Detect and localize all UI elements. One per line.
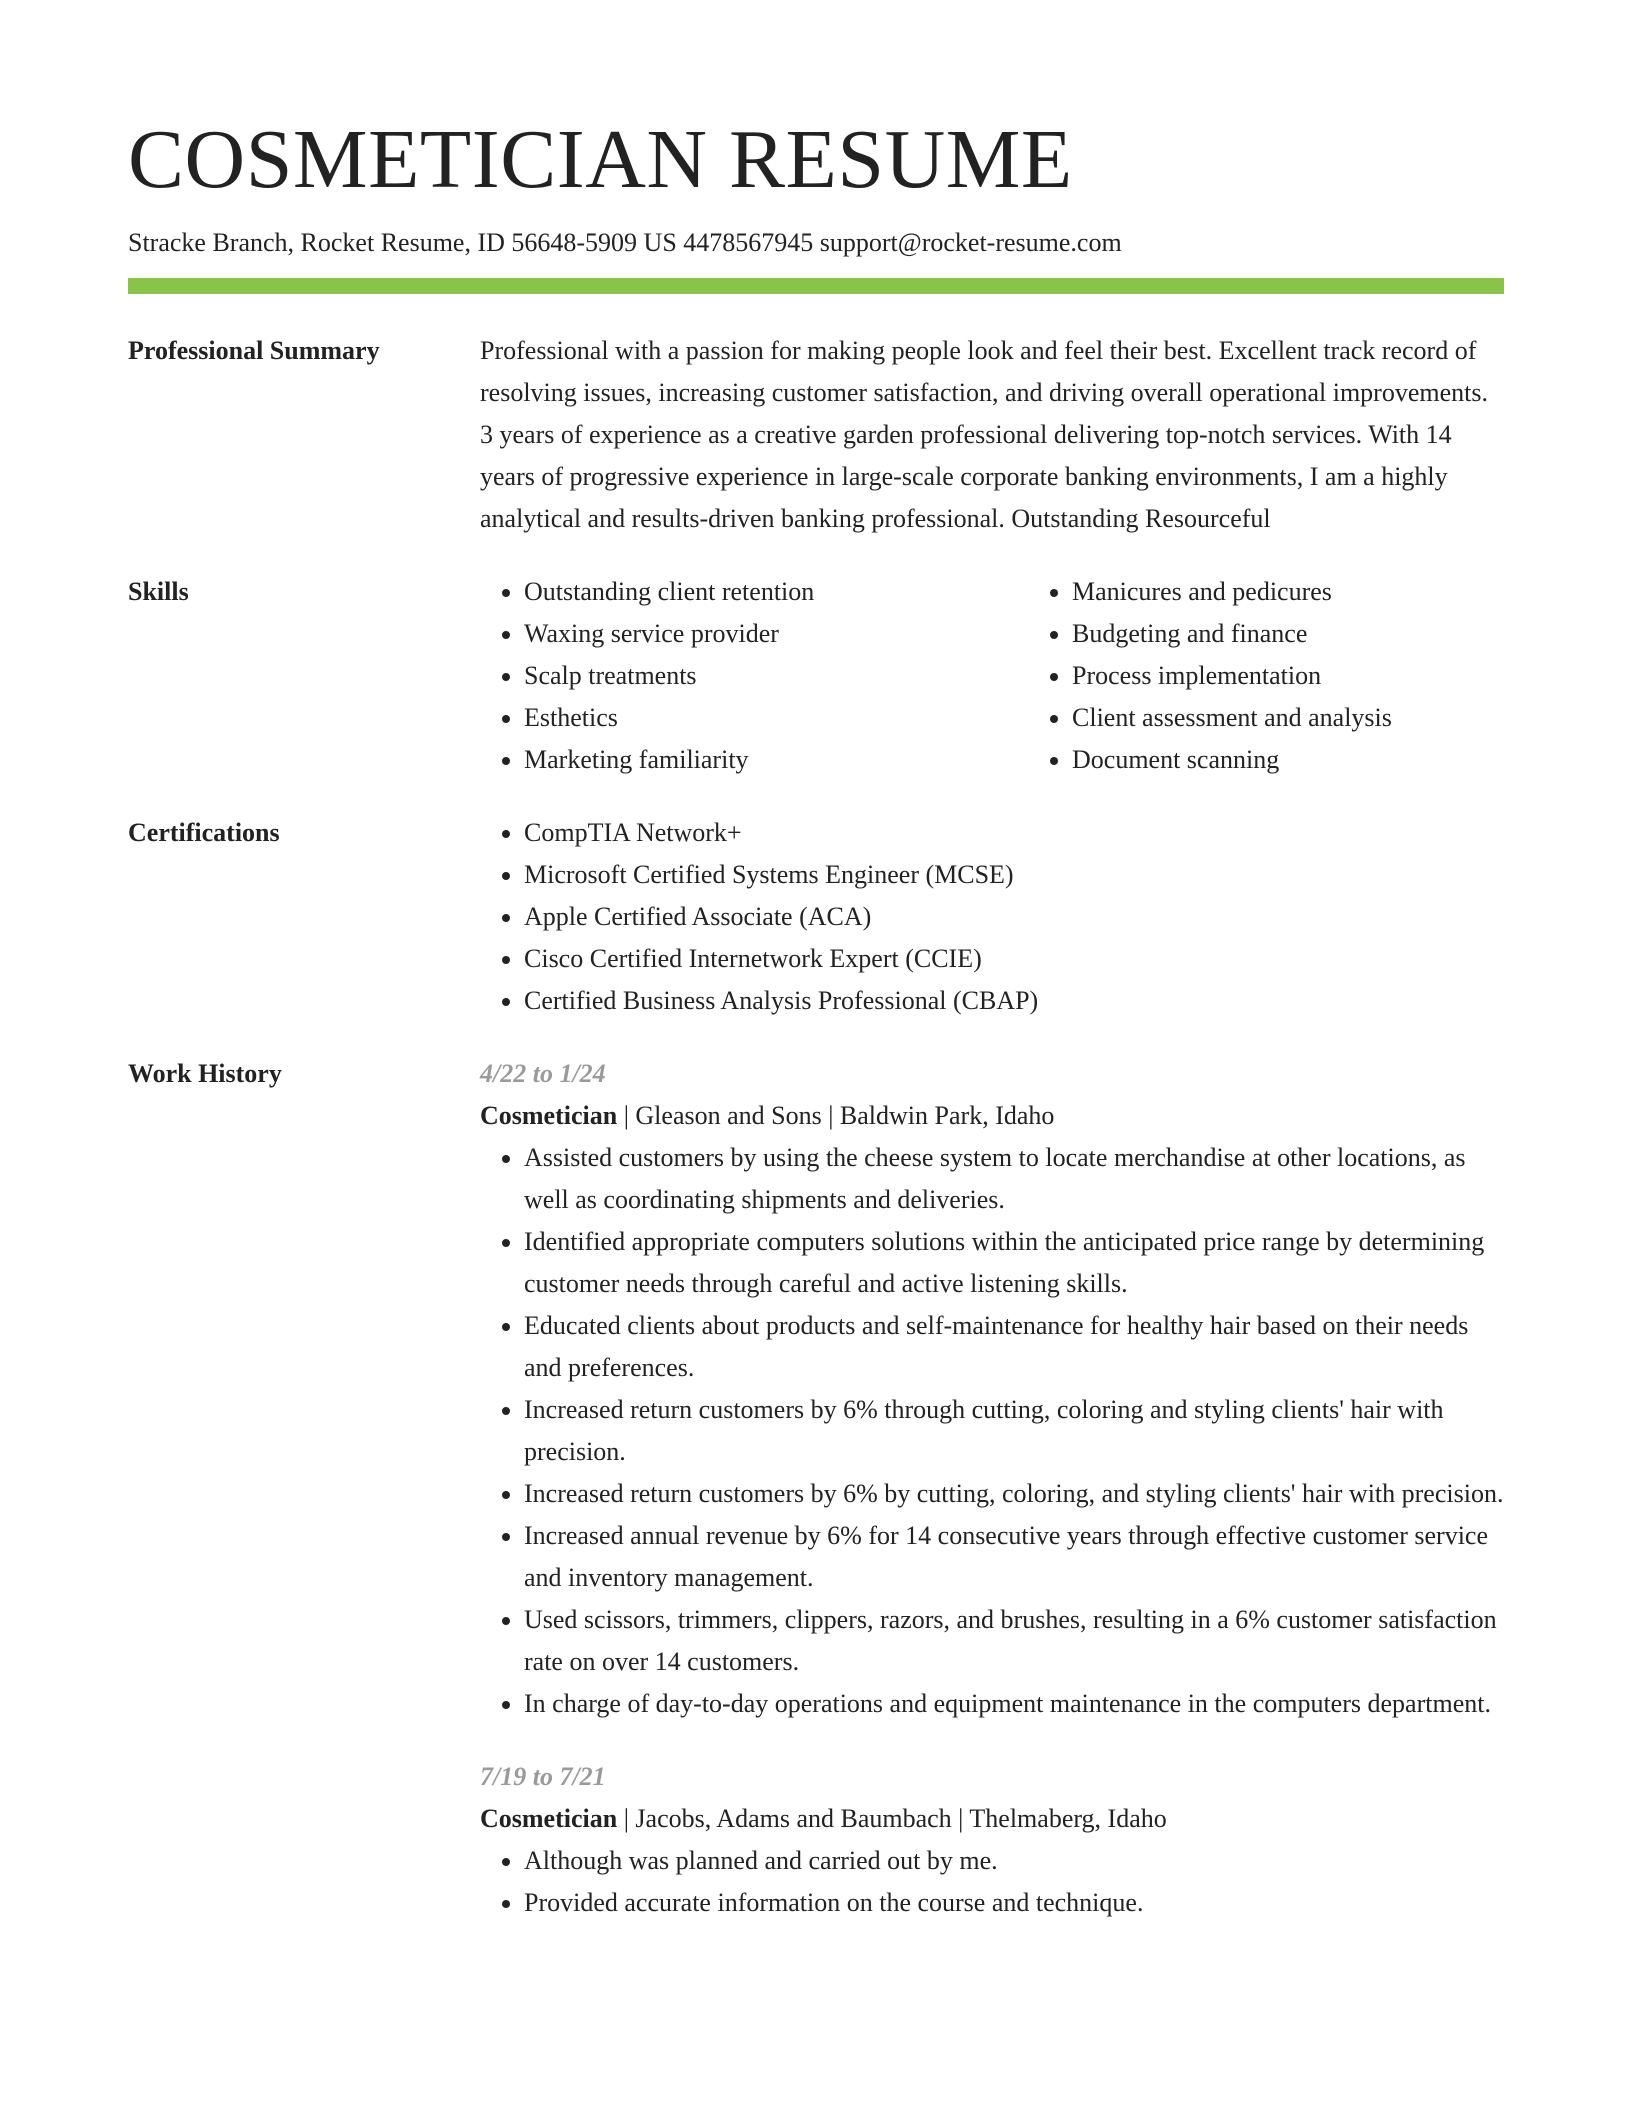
list-item: • In charge of day-to-day operations and equipment maintenance in the computers department. bbox=[524, 1683, 1504, 1725]
certifications-list bbox=[480, 812, 1504, 1022]
work-history-heading: Work History bbox=[128, 1059, 282, 1088]
list-item: • Manicures and pedicures bbox=[1072, 571, 1576, 613]
skills-heading: Skills bbox=[128, 577, 189, 606]
list-item: • Esthetics bbox=[524, 697, 1028, 739]
job-bullets bbox=[480, 1840, 1504, 1924]
resume-title: COSMETICIAN RESUME bbox=[128, 113, 1073, 206]
list-item: • Scalp treatments bbox=[524, 655, 1028, 697]
skills-list-left bbox=[480, 571, 1028, 781]
list-item: • Educated clients about products and self-maintenance for healthy hair based on their needs and preferences. bbox=[524, 1305, 1504, 1389]
job-entry bbox=[480, 1756, 1504, 1924]
job-title-line bbox=[480, 1095, 1504, 1137]
list-item: • Cisco Certified Internetwork Expert (CCIE) bbox=[524, 938, 1504, 980]
list-item: • Although was planned and carried out by me. bbox=[524, 1840, 1504, 1882]
list-item: • Identified appropriate computers solutions within the anticipated price range by determining customer needs through careful and active listening skills. bbox=[524, 1221, 1504, 1305]
summary-text: Professional with a passion for making people look and feel their best. Excellent track record of resolving issues, increasing customer satisfaction, and driving overall operational improvements. 3 years of experience as a creative garden professional delivering top-notch services. With 14 years of progressive experience in large-scale corporate banking environments, I am a highly analytical and results-driven banking professional. Outstanding Resourceful bbox=[480, 336, 1488, 533]
list-item: • Marketing familiarity bbox=[524, 739, 1028, 781]
job-role: Cosmetician bbox=[480, 1804, 618, 1833]
list-item: • Increased annual revenue by 6% for 14 consecutive years through effective customer service and inventory management. bbox=[524, 1515, 1504, 1599]
list-item: • Apple Certified Associate (ACA) bbox=[524, 896, 1504, 938]
resume-page bbox=[128, 113, 1504, 1924]
certifications-body bbox=[480, 812, 1504, 1022]
job-dates: 7/19 to 7/21 bbox=[480, 1762, 606, 1791]
list-item: • Outstanding client retention bbox=[524, 571, 1028, 613]
summary-heading: Professional Summary bbox=[128, 336, 380, 365]
work-history-section bbox=[128, 1053, 1504, 1924]
job-details: | Gleason and Sons | Baldwin Park, Idaho bbox=[617, 1101, 1055, 1130]
job-details: | Jacobs, Adams and Baumbach | Thelmaberg, Idaho bbox=[617, 1804, 1167, 1833]
list-item: • Used scissors, trimmers, clippers, razors, and brushes, resulting in a 6% customer satisfaction rate on over 14 customers. bbox=[524, 1599, 1504, 1683]
list-item: • Assisted customers by using the cheese system to locate merchandise at other locations, as well as coordinating shipments and deliveries. bbox=[524, 1137, 1504, 1221]
job-role: Cosmetician bbox=[480, 1101, 618, 1130]
list-item: • Budgeting and finance bbox=[1072, 613, 1576, 655]
list-item: • Waxing service provider bbox=[524, 613, 1028, 655]
summary-section bbox=[128, 330, 1504, 540]
list-item: • Microsoft Certified Systems Engineer (MCSE) bbox=[524, 854, 1504, 896]
list-item: • Provided accurate information on the course and technique. bbox=[524, 1882, 1504, 1924]
skills-section bbox=[128, 571, 1504, 781]
list-item: • Process implementation bbox=[1072, 655, 1576, 697]
work-history-body bbox=[480, 1053, 1504, 1924]
list-item: • Document scanning bbox=[1072, 739, 1576, 781]
job-entry bbox=[480, 1053, 1504, 1725]
job-dates: 4/22 to 1/24 bbox=[480, 1059, 606, 1088]
accent-divider bbox=[128, 278, 1504, 294]
contact-line: Stracke Branch, Rocket Resume, ID 56648-5909 US 4478567945 support@rocket-resume.com bbox=[128, 228, 1122, 257]
list-item: • Increased return customers by 6% by cutting, coloring, and styling clients' hair with precision. bbox=[524, 1473, 1504, 1515]
list-item: • Certified Business Analysis Professional (CBAP) bbox=[524, 980, 1504, 1022]
list-item: • CompTIA Network+ bbox=[524, 812, 1504, 854]
summary-body bbox=[480, 330, 1504, 540]
job-title-line bbox=[480, 1798, 1504, 1840]
certifications-heading: Certifications bbox=[128, 818, 280, 847]
skills-list-right bbox=[1028, 571, 1576, 781]
list-item: • Client assessment and analysis bbox=[1072, 697, 1576, 739]
certifications-section bbox=[128, 812, 1504, 1022]
skills-body bbox=[480, 571, 1576, 781]
list-item: • Increased return customers by 6% through cutting, coloring and styling clients' hair with precision. bbox=[524, 1389, 1504, 1473]
job-bullets bbox=[480, 1137, 1504, 1725]
